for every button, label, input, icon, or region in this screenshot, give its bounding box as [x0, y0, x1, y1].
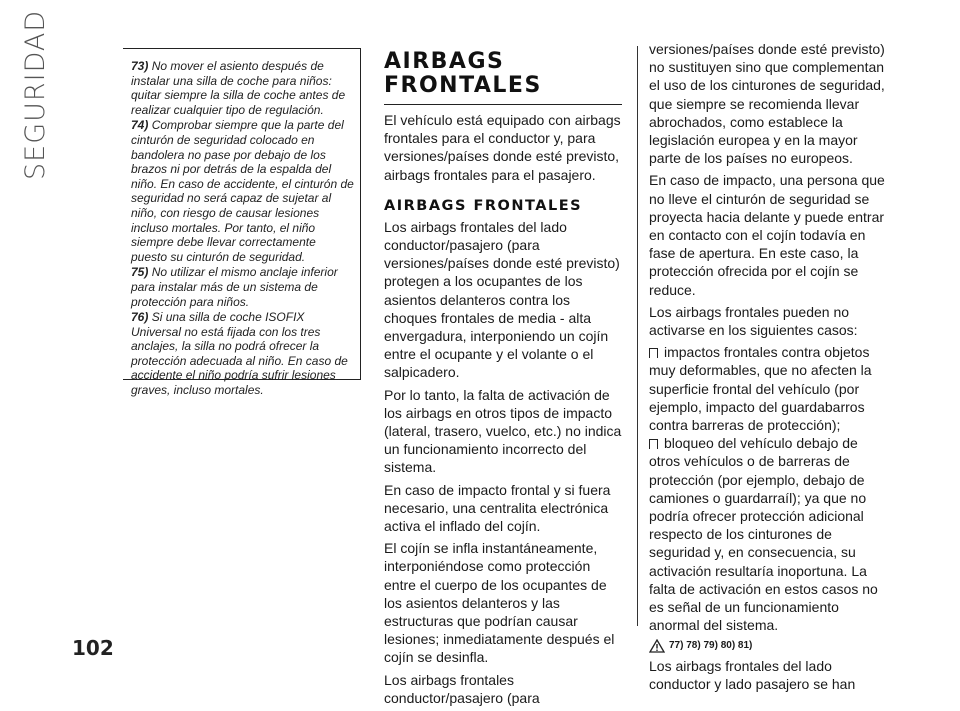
paragraph: Los airbags frontales del lado conductor/pasajero (para versiones/países donde esté previsto) protegen a los ocupantes de los asientos delanteros contra los choques frontales de media - alta envergadura, interponiendo un cojín entre el ocupante y el volante o el salpicadero.	[384, 218, 620, 381]
section-side-label: SEGURIDAD	[20, 9, 51, 180]
paragraph: En caso de impacto frontal y si fuera necesario, una centralita electrónica activa el inflado del cojín.	[384, 481, 611, 535]
warning-item: 74) Comprobar siempre que la parte del cinturón de seguridad colocado en bandolera no pase por debajo de los brazos ni por detrás de la espalda del niño. En caso de accidente, el cinturón de seguridad no será capaz de sujetar al niño, con riesgo de causar lesiones incluso mortales. Por tanto, el niño siempre debe llevar correctamente puesto su cinturón de seguridad.	[131, 118, 354, 264]
intro-paragraph: El vehículo está equipado con airbags frontales para el conductor y, para versiones/países donde esté previsto, airbags frontales para el pasajero.	[384, 112, 621, 183]
column-right	[649, 40, 887, 697]
paragraph: Los airbags frontales del lado conductor y lado pasajero se han	[649, 657, 856, 692]
section-title: AIRBAGS FRONTALES	[384, 49, 542, 98]
warning-item: 73) No mover el asiento después de instalar una silla de coche para niños: quitar siempre la silla de coche antes de realizar cualquier tipo de regulación.	[131, 59, 346, 117]
subsection-title: AIRBAGS FRONTALES	[384, 197, 583, 214]
warning-references: 77) 78) 79) 80) 81)	[649, 639, 887, 653]
page-number: 102	[72, 636, 114, 660]
column-divider	[637, 46, 638, 626]
title-rule	[384, 104, 622, 105]
warning-item: 76) Si una silla de coche ISOFIX Universal no está fijada con los tres anclajes, la silla no podrá ofrecer la protección adecuada al niño. En caso de accidente el niño podría sufrir lesiones graves, incluso mortales.	[131, 310, 348, 398]
warning-box	[123, 48, 361, 398]
paragraph: En caso de impacto, una persona que no lleve el cinturón de seguridad se proyecta hacia delante y puede entrar en contacto con el cojín todavía en fase de apertura. En este caso, la protección ofrecida por el cojín se reduce.	[649, 172, 885, 298]
list-item: impactos frontales contra objetos muy deformables, que no afecten la superficie frontal del vehículo (por ejemplo, impacto del guardabarros contra barreras de protección);	[649, 344, 872, 434]
paragraph: versiones/países donde esté previsto) no sustituyen sino que complementan el uso de los cinturones de seguridad, que siempre se recomienda llevar abrochados, como establece la legislación europea y en la mayor parte de los países no europeos.	[649, 41, 885, 167]
column-middle	[384, 48, 626, 711]
paragraph: El cojín se infla instantáneamente, interponiéndose como protección entre el cuerpo de los ocupantes de los asientos delanteros y las estructuras que podrían causar lesiones; inmediatamente después el cojín se desinfla.	[384, 540, 615, 666]
warning-triangle-icon	[649, 639, 665, 653]
bullet-icon	[649, 348, 658, 358]
paragraph: Los airbags frontales conductor/pasajero (para	[384, 671, 540, 706]
paragraph: Por lo tanto, la falta de activación de los airbags en otros tipos de impacto (lateral, trasero, vuelco, etc.) no indica un funcionamiento incorrecto del sistema.	[384, 386, 622, 476]
paragraph: Los airbags frontales pueden no activarse en los siguientes casos:	[649, 303, 858, 339]
bullet-icon	[649, 439, 658, 449]
list-item: bloqueo del vehículo debajo de otros vehículos o de barreras de protección (por ejemplo, debajo de camiones o guardarraíl); ya que no podría ofrecer protección adicional respecto de los cinturones de seguridad y, en consecuencia, su activación resultaría inoportuna. La falta de activación en estos casos no es señal de un funcionamiento anormal del sistema.	[649, 435, 878, 634]
warning-item: 75) No utilizar el mismo anclaje inferior para instalar más de un sistema de protección para niños.	[131, 265, 338, 309]
